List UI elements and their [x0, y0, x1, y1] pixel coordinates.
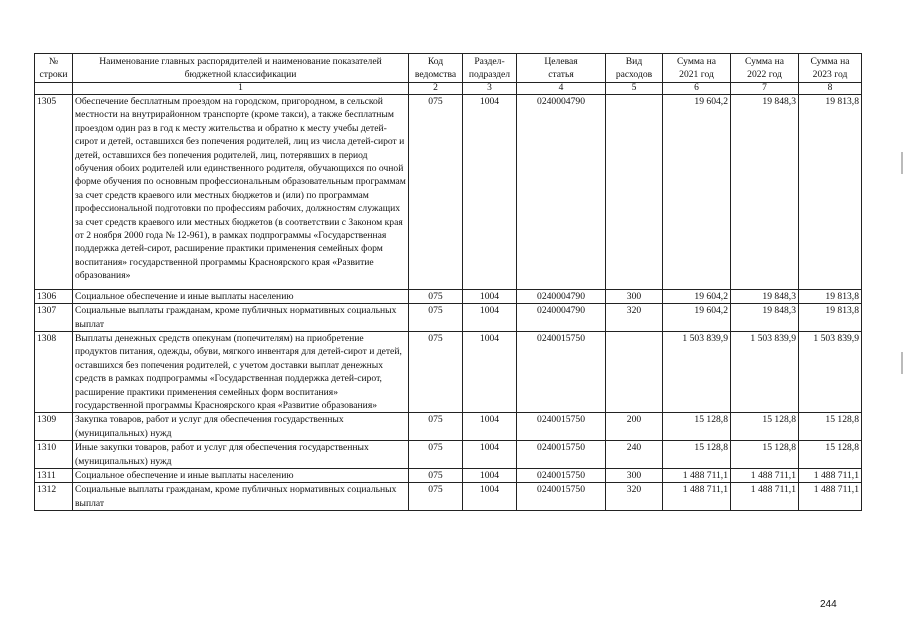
scan-edge-mark: [901, 352, 903, 374]
row-dept-code: 075: [409, 331, 463, 412]
page-number: 244: [820, 599, 837, 610]
row-sum-2022: 1 503 839,9: [731, 331, 799, 412]
row-sum-2022: 1 488 711,1: [731, 468, 799, 482]
row-dept-code: 075: [409, 441, 463, 469]
row-name: Обеспечение бесплатным проездом на городском, пригородном, в сельской местности на внутрирайонном транспорте (кроме такси), а также бесплатным проездом один раз в год к месту жительства и обратно к месту учебы детей-сирот и детей, оставшихся без попечения родителей, лиц из числа детей-сирот и детей, оставшихся без попечения родителей, лиц, потерявших в период обучения обоих родителей или единственного родителя, обучающихся по очной форме обучения по основным профессиональным образовательным программам за счет средств краевого или местных бюджетов и (или) по программам профессиональной подготовки по профессиям рабочих, должностям служащих за счет средств краевого или местных бюджетов (в соответствии с Законом края от 2 ноября 2000 года № 12-961), в рамках подпрограммы «Государственная поддержка детей-сирот, расширение практики применения семейных форм воспитания» государственной программы Красноярского края «Развитие образования»: [73, 95, 409, 290]
row-dept-code: 075: [409, 483, 463, 511]
row-section: 1004: [463, 331, 517, 412]
row-dept-code: 075: [409, 304, 463, 332]
header-expense-type: Вид расходов: [606, 54, 663, 83]
table-row: [35, 413, 862, 441]
row-sum-2023: 19 813,8: [799, 304, 862, 332]
row-sum-2021: 15 128,8: [663, 441, 731, 469]
row-dept-code: 075: [409, 95, 463, 290]
header-row-number: № строки: [35, 54, 73, 83]
row-section: 1004: [463, 413, 517, 441]
row-number: 1309: [35, 413, 73, 441]
row-target-article: 0240004790: [517, 95, 606, 290]
row-name: Социальное обеспечение и иные выплаты населению: [73, 468, 409, 482]
row-sum-2021: 19 604,2: [663, 95, 731, 290]
row-target-article: 0240015750: [517, 441, 606, 469]
row-number: 1311: [35, 468, 73, 482]
column-number-cell: 5: [606, 83, 663, 95]
row-sum-2023: 19 813,8: [799, 289, 862, 303]
row-number: 1312: [35, 483, 73, 511]
column-number-cell: 6: [663, 83, 731, 95]
row-number: 1310: [35, 441, 73, 469]
row-sum-2021: 15 128,8: [663, 413, 731, 441]
header-section: Раздел- подраздел: [463, 54, 517, 83]
row-expense-type: 240: [606, 441, 663, 469]
row-sum-2022: 15 128,8: [731, 413, 799, 441]
row-name: Социальное обеспечение и иные выплаты населению: [73, 289, 409, 303]
row-number: 1305: [35, 95, 73, 290]
row-expense-type: [606, 95, 663, 290]
row-number: 1308: [35, 331, 73, 412]
table-header-row: [35, 54, 862, 83]
row-dept-code: 075: [409, 289, 463, 303]
header-name: Наименование главных распорядителей и наименование показателей бюджетной классификации: [73, 54, 409, 83]
row-target-article: 0240015750: [517, 413, 606, 441]
column-number-cell: 7: [731, 83, 799, 95]
row-target-article: 0240004790: [517, 304, 606, 332]
column-number-cell: 4: [517, 83, 606, 95]
header-dept-code: Код ведомства: [409, 54, 463, 83]
row-sum-2023: 1 488 711,1: [799, 468, 862, 482]
row-sum-2023: 1 488 711,1: [799, 483, 862, 511]
row-section: 1004: [463, 95, 517, 290]
row-number: 1306: [35, 289, 73, 303]
row-target-article: 0240004790: [517, 289, 606, 303]
row-name: Выплаты денежных средств опекунам (попечителям) на приобретение продуктов питания, одежды, обуви, мягкого инвентаря для детей-сирот и детей, оставшихся без попечения родителей, с учетом доставки выплат денежных средств в рамках подпрограммы «Государственная поддержка детей-сирот, расширение практики применения семейных форм воспитания» государственной программы Красноярского края «Развитие образования»: [73, 331, 409, 412]
row-section: 1004: [463, 441, 517, 469]
row-section: 1004: [463, 483, 517, 511]
table-row: [35, 468, 862, 482]
row-expense-type: 200: [606, 413, 663, 441]
row-sum-2021: 19 604,2: [663, 304, 731, 332]
table-row: [35, 304, 862, 332]
row-sum-2022: 19 848,3: [731, 289, 799, 303]
row-sum-2022: 1 488 711,1: [731, 483, 799, 511]
column-number-cell: 1: [73, 83, 409, 95]
budget-table: [34, 53, 862, 511]
row-number: 1307: [35, 304, 73, 332]
row-section: 1004: [463, 468, 517, 482]
row-expense-type: 320: [606, 304, 663, 332]
header-sum-2021: Сумма на 2021 год: [663, 54, 731, 83]
row-sum-2022: 15 128,8: [731, 441, 799, 469]
row-sum-2023: 15 128,8: [799, 413, 862, 441]
header-sum-2022: Сумма на 2022 год: [731, 54, 799, 83]
row-expense-type: [606, 331, 663, 412]
header-sum-2023: Сумма на 2023 год: [799, 54, 862, 83]
row-expense-type: 300: [606, 468, 663, 482]
table-row: [35, 95, 862, 290]
table-row: [35, 289, 862, 303]
row-name: Иные закупки товаров, работ и услуг для обеспечения государственных (муниципальных) нужд: [73, 441, 409, 469]
row-sum-2022: 19 848,3: [731, 95, 799, 290]
row-name: Социальные выплаты гражданам, кроме публичных нормативных социальных выплат: [73, 483, 409, 511]
row-target-article: 0240015750: [517, 331, 606, 412]
row-sum-2022: 19 848,3: [731, 304, 799, 332]
row-target-article: 0240015750: [517, 483, 606, 511]
column-number-cell: 2: [409, 83, 463, 95]
row-sum-2021: 1 488 711,1: [663, 483, 731, 511]
row-sum-2023: 19 813,8: [799, 95, 862, 290]
row-sum-2023: 15 128,8: [799, 441, 862, 469]
row-sum-2021: 19 604,2: [663, 289, 731, 303]
table-row: [35, 331, 862, 412]
row-expense-type: 320: [606, 483, 663, 511]
column-number-cell: 8: [799, 83, 862, 95]
row-section: 1004: [463, 289, 517, 303]
row-sum-2023: 1 503 839,9: [799, 331, 862, 412]
table-row: [35, 441, 862, 469]
header-target-article: Целевая статья: [517, 54, 606, 83]
row-name: Закупка товаров, работ и услуг для обеспечения государственных (муниципальных) нужд: [73, 413, 409, 441]
column-number-cell: [35, 83, 73, 95]
row-target-article: 0240015750: [517, 468, 606, 482]
row-dept-code: 075: [409, 413, 463, 441]
row-name: Социальные выплаты гражданам, кроме публичных нормативных социальных выплат: [73, 304, 409, 332]
row-section: 1004: [463, 304, 517, 332]
row-sum-2021: 1 488 711,1: [663, 468, 731, 482]
scan-edge-mark: [901, 152, 903, 174]
column-number-cell: 3: [463, 83, 517, 95]
row-sum-2021: 1 503 839,9: [663, 331, 731, 412]
row-expense-type: 300: [606, 289, 663, 303]
column-number-row: [35, 83, 862, 95]
table-row: [35, 483, 862, 511]
row-dept-code: 075: [409, 468, 463, 482]
